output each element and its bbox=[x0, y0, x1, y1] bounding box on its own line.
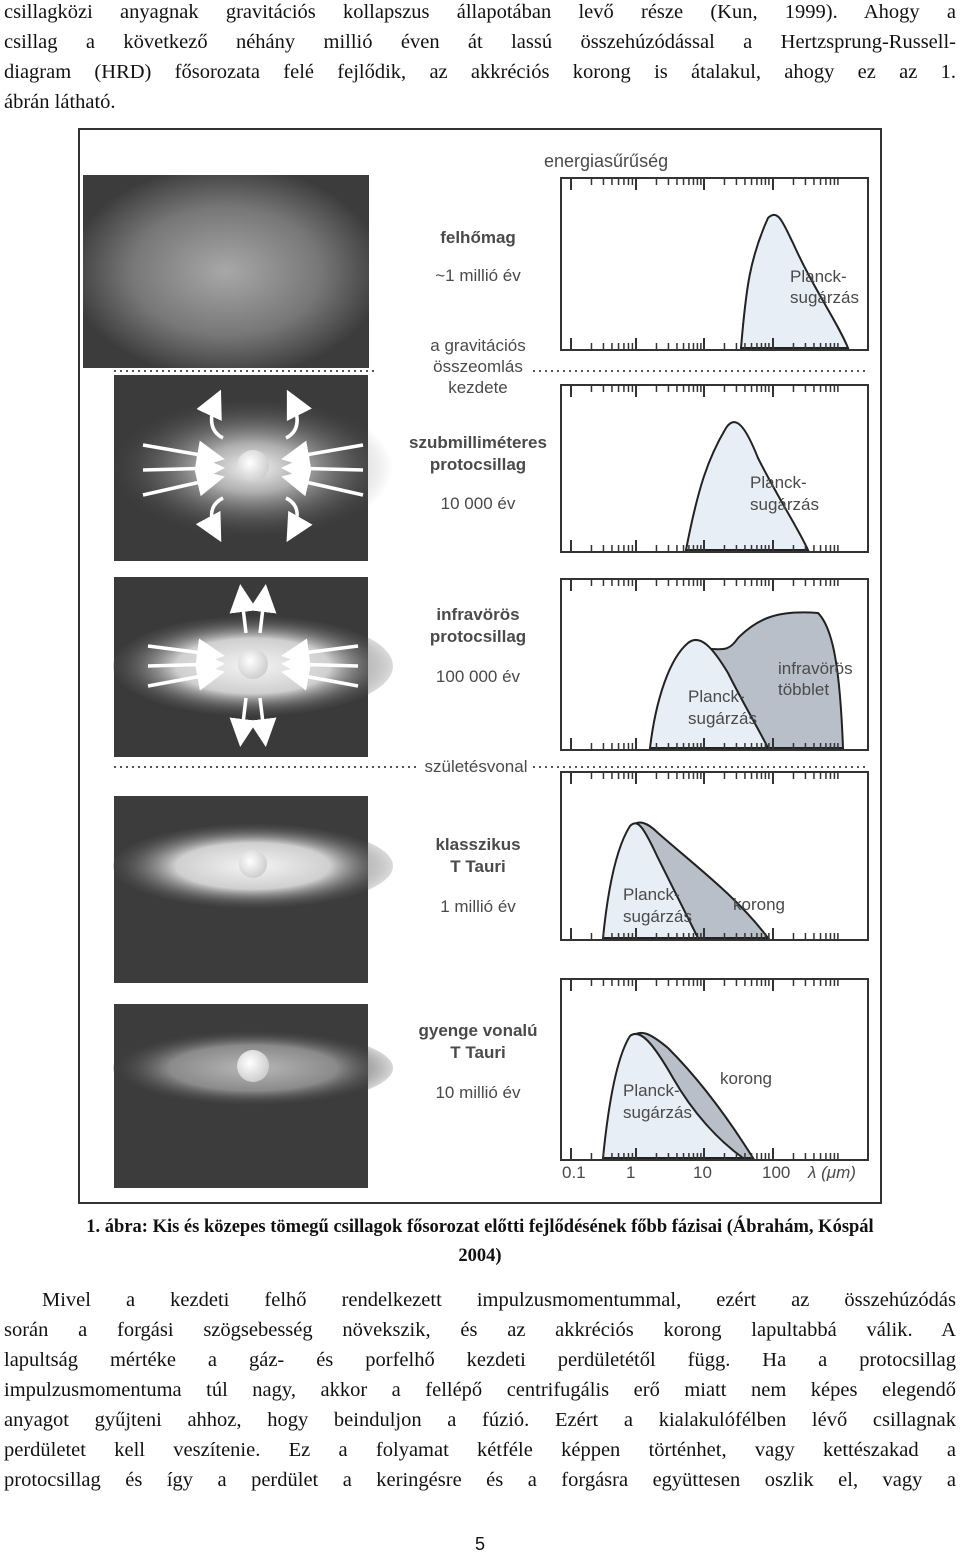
planck-label-1: Planck- bbox=[790, 267, 847, 286]
planck-label-3: sugárzás bbox=[688, 709, 757, 728]
x-tick-label: 10 bbox=[693, 1163, 712, 1182]
body-line: anyagot gyűjteni ahhoz, hogy beinduljon a fúzió. Ezért a kialakulófélben lévő csillagnak bbox=[4, 1409, 956, 1431]
planck-label-2: Planck- bbox=[750, 473, 807, 492]
figure-1 bbox=[78, 128, 882, 1206]
stage-image-ir bbox=[113, 577, 393, 757]
planck-label-4: sugárzás bbox=[623, 907, 692, 926]
x-tick-label: 100 bbox=[762, 1163, 791, 1182]
planck-label-1: sugárzás bbox=[790, 288, 859, 307]
stage-3-title: protocsillag bbox=[429, 627, 527, 646]
planck-label-5: sugárzás bbox=[623, 1103, 692, 1122]
stage-2-title: protocsillag bbox=[429, 455, 527, 474]
collapse-label-line: kezdete bbox=[448, 378, 508, 397]
stage-image-weak-ttauri bbox=[113, 1004, 393, 1188]
collapse-label-line: összeomlás bbox=[433, 357, 523, 376]
ir-excess-label: többlet bbox=[778, 680, 830, 699]
disk-label-4: korong bbox=[733, 895, 785, 914]
planck-label-4: Planck- bbox=[623, 885, 680, 904]
planck-label-3: Planck- bbox=[688, 687, 745, 706]
y-axis-header: energiasűrűség bbox=[544, 151, 669, 171]
stage-5-title: gyenge vonalú bbox=[418, 1021, 538, 1040]
stage-5-title: T Tauri bbox=[450, 1043, 506, 1062]
stage-image-cloud-core bbox=[83, 175, 369, 368]
figure-caption bbox=[20, 1213, 940, 1271]
body-line: impulzusmomentuma túl nagy, akkor a fellépő centrifugális erő miatt nem képes elegendő bbox=[4, 1379, 956, 1401]
planck-label-2: sugárzás bbox=[750, 495, 819, 514]
stage-4-age: 1 millió év bbox=[440, 897, 516, 916]
stage-4-title: klasszikus bbox=[435, 835, 521, 854]
intro-line: ábrán látható. bbox=[4, 91, 116, 113]
intro-line: csillagközi anyagnak gravitációs kollapszus állapotában levő része (Kun, 1999). Ahogy a bbox=[4, 1, 956, 23]
stage-image-classical-ttauri bbox=[113, 796, 393, 983]
intro-line: diagram (HRD) fősorozata felé fejlődik, az akkréciós korong is átalakul, ahogy ez az 1. bbox=[4, 61, 956, 83]
x-axis-label: λ (μm) bbox=[808, 1163, 856, 1182]
intro-line: csillag a következő néhány millió éven át lassú összehúzódással a Hertzsprung-Russell- bbox=[4, 31, 956, 53]
body-line: perdületet kell veszítenie. Ez a folyamat kétféle képpen történhet, vagy kettészakad a bbox=[4, 1439, 956, 1461]
stage-1-title: felhőmag bbox=[440, 228, 516, 247]
intro-paragraph bbox=[4, 0, 956, 117]
body-paragraph bbox=[4, 1285, 956, 1495]
collapse-label-line: a gravitációs bbox=[430, 336, 526, 355]
stage-4-title: T Tauri bbox=[450, 857, 506, 876]
body-line: protocsillag és így a perdület a keringésre és a forgásra együttesen oszlik el, vagy a bbox=[4, 1469, 956, 1491]
birthline-label: születésvonal bbox=[424, 757, 528, 776]
caption-line: 2004) bbox=[458, 1246, 502, 1266]
stage-5-age: 10 millió év bbox=[435, 1083, 521, 1102]
body-line: lapultság mértéke a gáz- és porfelhő kezdeti perdületétől függ. Ha a protocsillag bbox=[4, 1349, 956, 1371]
stage-3-title: infravörös bbox=[436, 605, 520, 624]
caption-line: 1. ábra: Kis és közepes tömegű csillagok fősorozat előtti fejlődésének főbb fázisai (Ábrahám, Kóspál bbox=[86, 1217, 874, 1237]
x-tick-label: 1 bbox=[626, 1163, 636, 1182]
stage-2-title: szubmilliméteres bbox=[409, 433, 547, 452]
x-tick-label: 0.1 bbox=[562, 1163, 586, 1182]
stage-3-age: 100 000 év bbox=[435, 667, 521, 686]
stage-image-submm bbox=[113, 375, 393, 561]
stage-1-age: ~1 millió év bbox=[435, 266, 521, 285]
page-number: 5 bbox=[474, 1534, 485, 1554]
disk-label-5: korong bbox=[720, 1069, 772, 1088]
body-line: Mivel a kezdeti felhő rendelkezett impulzusmomentummal, ezért az összehúzódás bbox=[42, 1289, 956, 1311]
stage-2-age: 10 000 év bbox=[440, 494, 516, 513]
body-line: során a forgási szögsebesség növekszik, és az akkréciós korong lapultabbá válik. A bbox=[4, 1319, 956, 1341]
planck-label-5: Planck- bbox=[623, 1081, 680, 1100]
ir-excess-label: infravörös bbox=[778, 659, 853, 678]
